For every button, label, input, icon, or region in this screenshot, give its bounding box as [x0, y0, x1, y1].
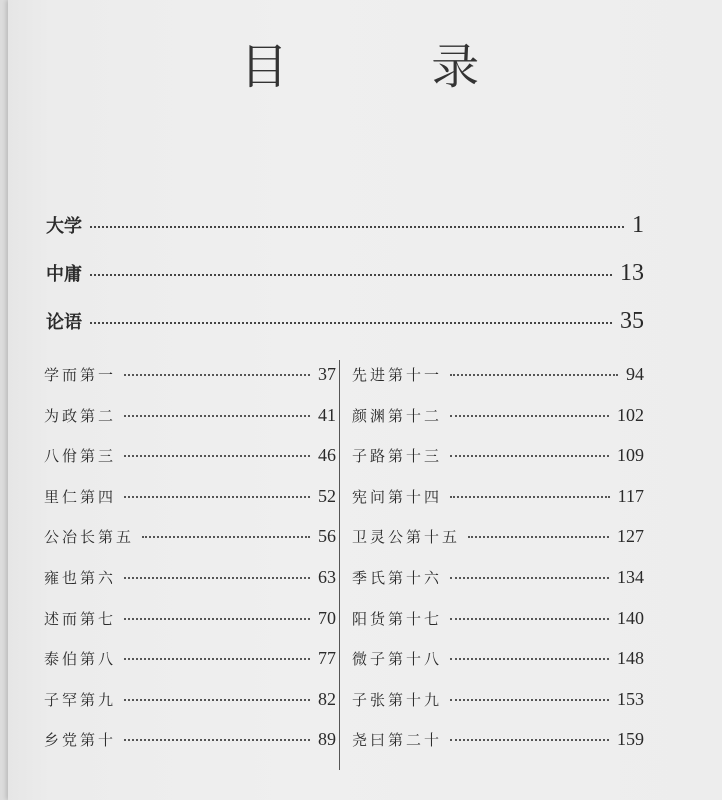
- toc-entry-label: 公冶长第五: [44, 528, 135, 547]
- toc-entry-label: 大学: [46, 216, 82, 237]
- dot-leader: [468, 536, 609, 538]
- toc-page-number: 102: [617, 404, 644, 425]
- toc-entry-label: 季氏第十六: [352, 568, 443, 587]
- toc-entry-label: 雍也第六: [44, 568, 117, 587]
- toc-entry-label: 阳货第十七: [352, 609, 443, 628]
- toc-entry-label: 论语: [46, 312, 82, 333]
- toc-page-number: 56: [318, 526, 336, 547]
- toc-page-number: 1: [632, 212, 644, 238]
- toc-page-number: 82: [318, 688, 336, 709]
- toc-entry-label: 八佾第三: [44, 447, 117, 466]
- toc-main-entry: [46, 260, 644, 287]
- toc-page-number: 35: [620, 308, 644, 334]
- dot-leader: [124, 699, 310, 701]
- toc-sub-entry: [44, 526, 336, 567]
- toc-entry-label: 卫灵公第十五: [352, 528, 461, 547]
- toc-entry-label: 泰伯第八: [44, 650, 117, 669]
- toc-sub-entry: [352, 729, 644, 770]
- toc-page-number: 41: [318, 404, 336, 425]
- toc-page-number: 148: [617, 648, 644, 669]
- dot-leader: [450, 374, 618, 376]
- dot-leader: [90, 226, 624, 228]
- toc-page-number: 52: [318, 485, 336, 506]
- column-divider: [339, 360, 340, 770]
- toc-page-number: 37: [318, 364, 336, 384]
- dot-leader: [124, 496, 310, 498]
- toc-page-number: 127: [617, 526, 644, 547]
- toc-entry-label: 为政第二: [44, 406, 117, 425]
- toc-sub-entry: [44, 608, 336, 649]
- toc-sub-entry: [44, 567, 336, 608]
- dot-leader: [124, 455, 310, 457]
- toc-page-number: 70: [318, 607, 336, 628]
- toc-sub-entry: [352, 567, 644, 608]
- toc-entry-label: 宪问第十四: [352, 487, 443, 506]
- toc-sub-entry: [352, 364, 644, 405]
- dot-leader: [450, 496, 610, 498]
- dot-leader: [142, 536, 310, 538]
- dot-leader: [450, 618, 609, 620]
- toc-page-number: 159: [617, 729, 644, 750]
- dot-leader: [124, 658, 310, 660]
- toc-sub-entry: [352, 445, 644, 486]
- toc-entry-label: 微子第十八: [352, 650, 443, 669]
- dot-leader: [450, 658, 609, 660]
- toc-main-entry: [46, 308, 644, 335]
- toc-sub-entry: [44, 364, 336, 405]
- toc-entry-label: 学而第一: [44, 366, 117, 384]
- toc-page-number: 153: [617, 688, 644, 709]
- toc-entry-label: 颜渊第十二: [352, 406, 443, 425]
- toc-entry-label: 子路第十三: [352, 447, 443, 466]
- toc-sub-entry: [352, 608, 644, 649]
- toc-page-number: 63: [318, 566, 336, 587]
- toc-page-number: 140: [617, 607, 644, 628]
- toc-page-number: 89: [318, 729, 336, 750]
- dot-leader: [450, 577, 609, 579]
- dot-leader: [90, 322, 612, 324]
- toc-entry-label: 乡党第十: [44, 731, 117, 750]
- toc-page-number: 77: [318, 648, 336, 669]
- toc-sub-entry: [352, 689, 644, 730]
- dot-leader: [124, 618, 310, 620]
- toc-sub-entry: [352, 486, 644, 527]
- toc-entry-label: 子罕第九: [44, 690, 117, 709]
- dot-leader: [124, 577, 310, 579]
- page-title: 目 录: [240, 39, 544, 95]
- dot-leader: [450, 415, 609, 417]
- toc-entry-label: 中庸: [46, 264, 82, 285]
- toc-sub-entry: [44, 729, 336, 770]
- toc-sub-entry: [352, 648, 644, 689]
- dot-leader: [450, 699, 609, 701]
- toc-entry-label: 尧曰第二十: [352, 731, 443, 750]
- toc-page-number: 13: [620, 260, 644, 286]
- toc-main-entry: [46, 212, 644, 239]
- toc-sub-entry: [352, 526, 644, 567]
- book-page: [8, 0, 722, 800]
- toc-sub-entry: [44, 486, 336, 527]
- toc-entry-label: 子张第十九: [352, 690, 443, 709]
- toc-sub-entry: [44, 648, 336, 689]
- toc-sub-entry: [44, 689, 336, 730]
- dot-leader: [124, 739, 310, 741]
- toc-page-number: 117: [617, 485, 644, 506]
- dot-leader: [450, 455, 609, 457]
- toc-left-column: [44, 364, 336, 770]
- toc-sub-entry: [44, 445, 336, 486]
- dot-leader: [90, 274, 612, 276]
- dot-leader: [124, 415, 310, 417]
- dot-leader: [450, 739, 609, 741]
- toc-right-column: [352, 364, 644, 770]
- toc-entry-label: 述而第七: [44, 609, 117, 628]
- toc-page-number: 94: [626, 364, 644, 384]
- toc-page-number: 134: [617, 566, 644, 587]
- toc-page-number: 46: [318, 445, 336, 466]
- toc-sub-entry: [44, 405, 336, 446]
- toc-sub-entry: [352, 405, 644, 446]
- toc-page-number: 109: [617, 445, 644, 466]
- toc-entry-label: 里仁第四: [44, 487, 117, 506]
- toc-entry-label: 先进第十一: [352, 366, 443, 384]
- dot-leader: [124, 374, 310, 376]
